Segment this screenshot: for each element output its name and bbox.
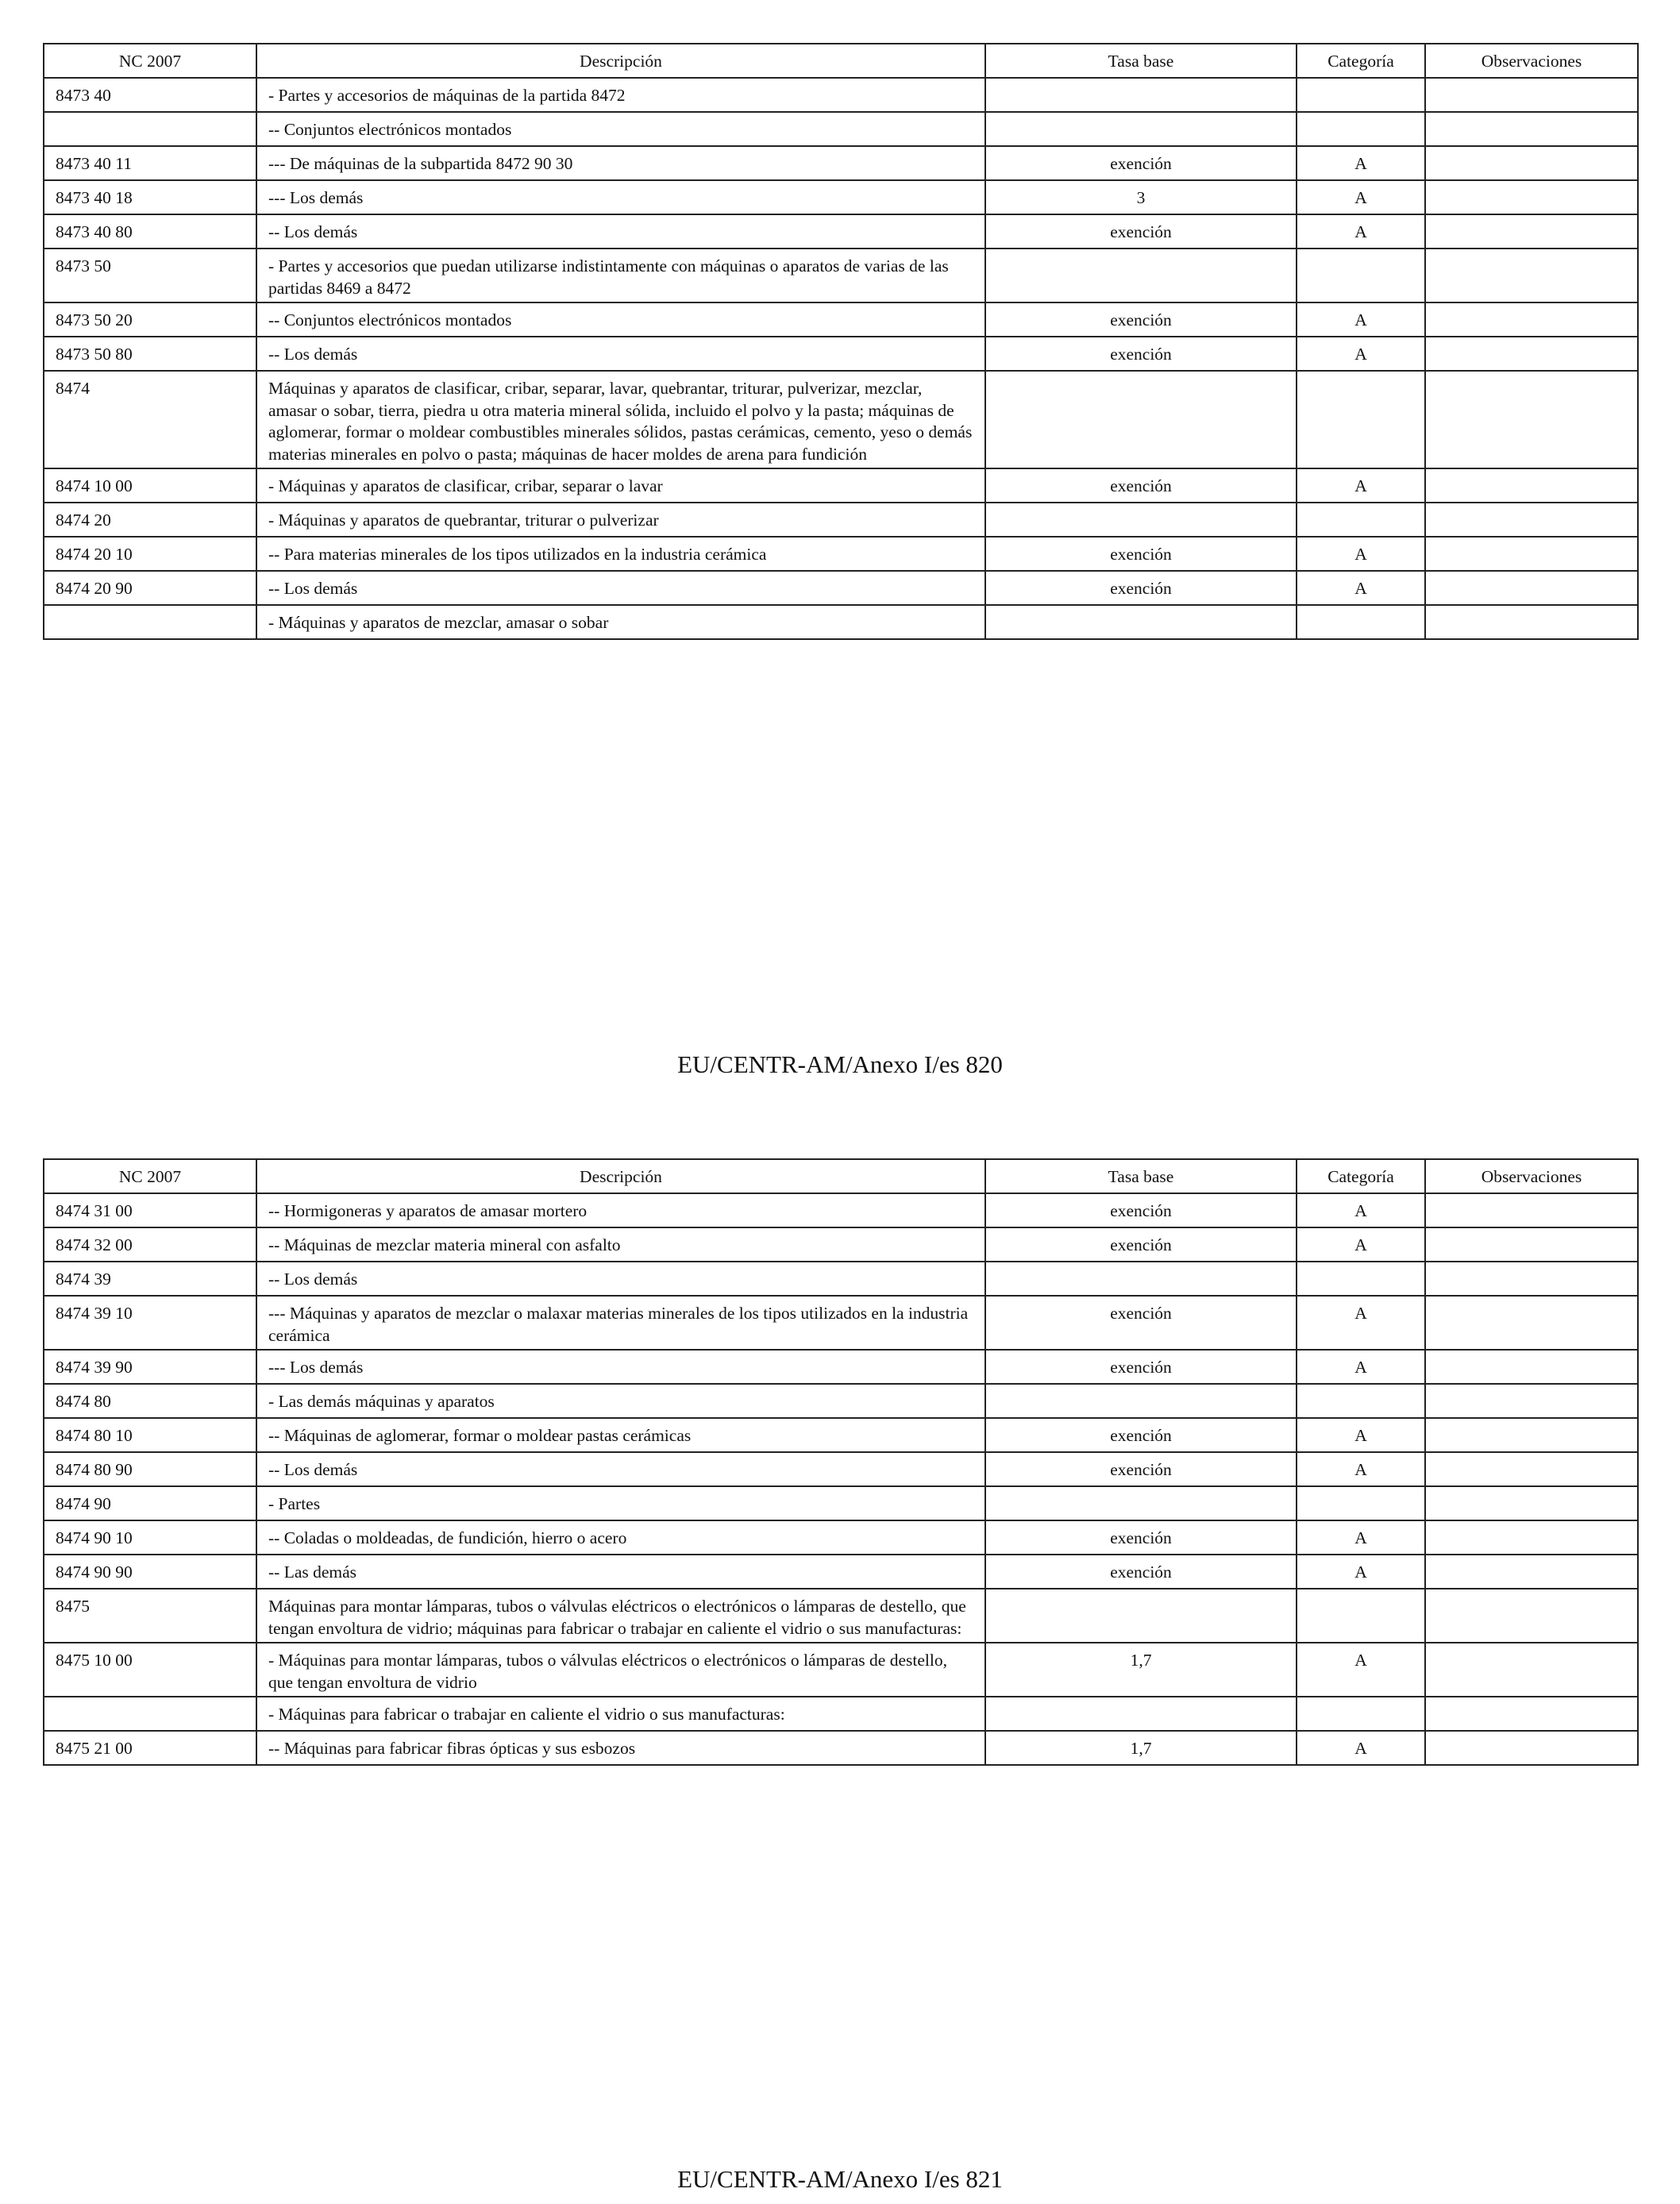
base-rate-cell bbox=[985, 371, 1297, 468]
description-cell: Máquinas para montar lámparas, tubos o válvulas eléctricos o electrónicos o lámparas de destello, que tengan envoltura de vidrio; máquinas para fabricar o trabajar en caliente el vidrio o sus manufacturas: bbox=[256, 1589, 985, 1643]
observations-cell bbox=[1425, 468, 1638, 503]
table-row bbox=[44, 371, 1638, 468]
header-base-rate: Tasa base bbox=[985, 1159, 1297, 1193]
base-rate-cell: exención bbox=[985, 1555, 1297, 1589]
category-cell: A bbox=[1297, 337, 1425, 371]
nc-code-cell bbox=[44, 605, 256, 639]
category-cell: A bbox=[1297, 180, 1425, 214]
base-rate-cell: exención bbox=[985, 146, 1297, 180]
table-row bbox=[44, 1193, 1638, 1227]
nc-code-cell: 8474 80 90 bbox=[44, 1452, 256, 1486]
table-header-row bbox=[44, 44, 1638, 78]
table-row bbox=[44, 1555, 1638, 1589]
description-cell: -- Los demás bbox=[256, 571, 985, 605]
nc-code-cell bbox=[44, 112, 256, 146]
observations-cell bbox=[1425, 1418, 1638, 1452]
nc-code-cell: 8473 40 bbox=[44, 78, 256, 112]
base-rate-cell: exención bbox=[985, 337, 1297, 371]
category-cell: A bbox=[1297, 146, 1425, 180]
observations-cell bbox=[1425, 1697, 1638, 1731]
description-cell: -- Conjuntos electrónicos montados bbox=[256, 302, 985, 337]
category-cell: A bbox=[1297, 1227, 1425, 1262]
nc-code-cell: 8474 90 90 bbox=[44, 1555, 256, 1589]
table-row bbox=[44, 1296, 1638, 1350]
description-cell: - Las demás máquinas y aparatos bbox=[256, 1384, 985, 1418]
base-rate-cell: 1,7 bbox=[985, 1731, 1297, 1765]
category-cell bbox=[1297, 78, 1425, 112]
nc-code-cell: 8474 10 00 bbox=[44, 468, 256, 503]
category-cell bbox=[1297, 1486, 1425, 1520]
observations-cell bbox=[1425, 605, 1638, 639]
base-rate-cell: exención bbox=[985, 537, 1297, 571]
description-cell: -- Máquinas de mezclar materia mineral con asfalto bbox=[256, 1227, 985, 1262]
table-row bbox=[44, 1697, 1638, 1731]
header-description: Descripción bbox=[256, 44, 985, 78]
description-cell: -- Conjuntos electrónicos montados bbox=[256, 112, 985, 146]
table-row bbox=[44, 112, 1638, 146]
nc-code-cell: 8475 bbox=[44, 1589, 256, 1643]
category-cell bbox=[1297, 112, 1425, 146]
observations-cell bbox=[1425, 1262, 1638, 1296]
tariff-table-page-821 bbox=[43, 1158, 1639, 1766]
observations-cell bbox=[1425, 1296, 1638, 1350]
table-body bbox=[44, 78, 1638, 639]
category-cell: A bbox=[1297, 1296, 1425, 1350]
header-nc-2007: NC 2007 bbox=[44, 1159, 256, 1193]
category-cell bbox=[1297, 1589, 1425, 1643]
description-cell: - Máquinas para fabricar o trabajar en caliente el vidrio o sus manufacturas: bbox=[256, 1697, 985, 1731]
description-cell: -- Los demás bbox=[256, 1262, 985, 1296]
nc-code-cell bbox=[44, 1697, 256, 1731]
base-rate-cell bbox=[985, 503, 1297, 537]
category-cell: A bbox=[1297, 214, 1425, 249]
table-row bbox=[44, 1384, 1638, 1418]
observations-cell bbox=[1425, 302, 1638, 337]
category-cell bbox=[1297, 1262, 1425, 1296]
description-cell: -- Hormigoneras y aparatos de amasar mortero bbox=[256, 1193, 985, 1227]
nc-code-cell: 8474 80 10 bbox=[44, 1418, 256, 1452]
table-row bbox=[44, 1486, 1638, 1520]
table-row bbox=[44, 302, 1638, 337]
description-cell: - Partes bbox=[256, 1486, 985, 1520]
description-cell: Máquinas y aparatos de clasificar, cribar, separar, lavar, quebrantar, triturar, pulverizar, mezclar, amasar o sobar, tierra, piedra u otra materia mineral sólida, incluido el polvo y la pasta; máquinas de aglomerar, formar o moldear combustibles minerales sólidos, pastas cerámicas, cemento, yeso o demás materias minerales en polvo o pasta; máquinas de hacer moldes de arena para fundición bbox=[256, 371, 985, 468]
category-cell: A bbox=[1297, 1520, 1425, 1555]
category-cell bbox=[1297, 1697, 1425, 1731]
base-rate-cell: exención bbox=[985, 214, 1297, 249]
category-cell: A bbox=[1297, 1452, 1425, 1486]
base-rate-cell bbox=[985, 1589, 1297, 1643]
table-row bbox=[44, 1589, 1638, 1643]
description-cell: --- Los demás bbox=[256, 180, 985, 214]
observations-cell bbox=[1425, 1731, 1638, 1765]
base-rate-cell: 3 bbox=[985, 180, 1297, 214]
category-cell bbox=[1297, 605, 1425, 639]
observations-cell bbox=[1425, 1643, 1638, 1697]
nc-code-cell: 8474 80 bbox=[44, 1384, 256, 1418]
category-cell bbox=[1297, 1384, 1425, 1418]
category-cell: A bbox=[1297, 571, 1425, 605]
nc-code-cell: 8473 40 11 bbox=[44, 146, 256, 180]
table-body bbox=[44, 1193, 1638, 1765]
header-observations: Observaciones bbox=[1425, 44, 1638, 78]
table-row bbox=[44, 146, 1638, 180]
description-cell: - Máquinas y aparatos de quebrantar, triturar o pulverizar bbox=[256, 503, 985, 537]
observations-cell bbox=[1425, 1193, 1638, 1227]
description-cell: - Partes y accesorios que puedan utilizarse indistintamente con máquinas o aparatos de varias de las partidas 8469 a 8472 bbox=[256, 249, 985, 302]
description-cell: - Máquinas para montar lámparas, tubos o válvulas eléctricos o electrónicos o lámparas de destello, que tengan envoltura de vidrio bbox=[256, 1643, 985, 1697]
description-cell: -- Las demás bbox=[256, 1555, 985, 1589]
table-row bbox=[44, 1350, 1638, 1384]
category-cell: A bbox=[1297, 1350, 1425, 1384]
category-cell: A bbox=[1297, 468, 1425, 503]
description-cell: -- Para materias minerales de los tipos utilizados en la industria cerámica bbox=[256, 537, 985, 571]
table-row bbox=[44, 1262, 1638, 1296]
observations-cell bbox=[1425, 249, 1638, 302]
header-nc-2007: NC 2007 bbox=[44, 44, 256, 78]
table-row bbox=[44, 180, 1638, 214]
category-cell: A bbox=[1297, 1731, 1425, 1765]
nc-code-cell: 8473 50 20 bbox=[44, 302, 256, 337]
base-rate-cell: exención bbox=[985, 468, 1297, 503]
description-cell: --- De máquinas de la subpartida 8472 90 30 bbox=[256, 146, 985, 180]
observations-cell bbox=[1425, 371, 1638, 468]
table-row bbox=[44, 468, 1638, 503]
base-rate-cell: exención bbox=[985, 1520, 1297, 1555]
base-rate-cell: exención bbox=[985, 1452, 1297, 1486]
observations-cell bbox=[1425, 571, 1638, 605]
observations-cell bbox=[1425, 180, 1638, 214]
base-rate-cell: exención bbox=[985, 1193, 1297, 1227]
nc-code-cell: 8473 50 bbox=[44, 249, 256, 302]
category-cell bbox=[1297, 371, 1425, 468]
base-rate-cell: exención bbox=[985, 1350, 1297, 1384]
nc-code-cell: 8473 40 18 bbox=[44, 180, 256, 214]
page-footer-820: EU/CENTR-AM/Anexo I/es 820 bbox=[677, 1050, 1003, 1078]
observations-cell bbox=[1425, 1350, 1638, 1384]
category-cell: A bbox=[1297, 1643, 1425, 1697]
nc-code-cell: 8474 20 10 bbox=[44, 537, 256, 571]
base-rate-cell bbox=[985, 605, 1297, 639]
table-row bbox=[44, 337, 1638, 371]
observations-cell bbox=[1425, 1520, 1638, 1555]
observations-cell bbox=[1425, 537, 1638, 571]
base-rate-cell: exención bbox=[985, 1227, 1297, 1262]
nc-code-cell: 8474 20 90 bbox=[44, 571, 256, 605]
table-row bbox=[44, 1452, 1638, 1486]
category-cell: A bbox=[1297, 537, 1425, 571]
description-cell: -- Máquinas de aglomerar, formar o moldear pastas cerámicas bbox=[256, 1418, 985, 1452]
header-category: Categoría bbox=[1297, 44, 1425, 78]
nc-code-cell: 8474 39 90 bbox=[44, 1350, 256, 1384]
description-cell: --- Máquinas y aparatos de mezclar o malaxar materias minerales de los tipos utilizados en la industria cerámica bbox=[256, 1296, 985, 1350]
nc-code-cell: 8474 90 bbox=[44, 1486, 256, 1520]
table-row bbox=[44, 1520, 1638, 1555]
observations-cell bbox=[1425, 1452, 1638, 1486]
observations-cell bbox=[1425, 1227, 1638, 1262]
observations-cell bbox=[1425, 1384, 1638, 1418]
nc-code-cell: 8475 10 00 bbox=[44, 1643, 256, 1697]
table-row bbox=[44, 1643, 1638, 1697]
description-cell: -- Los demás bbox=[256, 1452, 985, 1486]
nc-code-cell: 8474 90 10 bbox=[44, 1520, 256, 1555]
description-cell: - Máquinas y aparatos de clasificar, cribar, separar o lavar bbox=[256, 468, 985, 503]
nc-code-cell: 8473 40 80 bbox=[44, 214, 256, 249]
nc-code-cell: 8473 50 80 bbox=[44, 337, 256, 371]
table-header-row bbox=[44, 1159, 1638, 1193]
nc-code-cell: 8474 39 10 bbox=[44, 1296, 256, 1350]
observations-cell bbox=[1425, 1589, 1638, 1643]
table-row bbox=[44, 1731, 1638, 1765]
table-row bbox=[44, 571, 1638, 605]
base-rate-cell: exención bbox=[985, 302, 1297, 337]
table-row bbox=[44, 249, 1638, 302]
base-rate-cell bbox=[985, 112, 1297, 146]
observations-cell bbox=[1425, 214, 1638, 249]
header-description: Descripción bbox=[256, 1159, 985, 1193]
header-observations: Observaciones bbox=[1425, 1159, 1638, 1193]
page-footer-821: EU/CENTR-AM/Anexo I/es 821 bbox=[677, 2165, 1003, 2193]
description-cell: - Máquinas y aparatos de mezclar, amasar o sobar bbox=[256, 605, 985, 639]
description-cell: - Partes y accesorios de máquinas de la partida 8472 bbox=[256, 78, 985, 112]
category-cell bbox=[1297, 249, 1425, 302]
description-cell: -- Máquinas para fabricar fibras ópticas y sus esbozos bbox=[256, 1731, 985, 1765]
table-row bbox=[44, 537, 1638, 571]
header-category: Categoría bbox=[1297, 1159, 1425, 1193]
table-row bbox=[44, 1418, 1638, 1452]
nc-code-cell: 8474 bbox=[44, 371, 256, 468]
category-cell: A bbox=[1297, 1193, 1425, 1227]
nc-code-cell: 8474 31 00 bbox=[44, 1193, 256, 1227]
base-rate-cell bbox=[985, 1262, 1297, 1296]
base-rate-cell bbox=[985, 249, 1297, 302]
category-cell: A bbox=[1297, 1555, 1425, 1589]
observations-cell bbox=[1425, 146, 1638, 180]
base-rate-cell bbox=[985, 78, 1297, 112]
observations-cell bbox=[1425, 503, 1638, 537]
nc-code-cell: 8474 32 00 bbox=[44, 1227, 256, 1262]
tariff-table-page-820 bbox=[43, 43, 1639, 640]
base-rate-cell bbox=[985, 1486, 1297, 1520]
description-cell: --- Los demás bbox=[256, 1350, 985, 1384]
category-cell bbox=[1297, 503, 1425, 537]
table-row bbox=[44, 1227, 1638, 1262]
nc-code-cell: 8474 20 bbox=[44, 503, 256, 537]
base-rate-cell bbox=[985, 1384, 1297, 1418]
nc-code-cell: 8475 21 00 bbox=[44, 1731, 256, 1765]
table-row bbox=[44, 78, 1638, 112]
table-row bbox=[44, 214, 1638, 249]
observations-cell bbox=[1425, 1486, 1638, 1520]
description-cell: -- Los demás bbox=[256, 214, 985, 249]
base-rate-cell: exención bbox=[985, 571, 1297, 605]
nc-code-cell: 8474 39 bbox=[44, 1262, 256, 1296]
description-cell: -- Coladas o moldeadas, de fundición, hierro o acero bbox=[256, 1520, 985, 1555]
base-rate-cell bbox=[985, 1697, 1297, 1731]
header-base-rate: Tasa base bbox=[985, 44, 1297, 78]
table-row bbox=[44, 605, 1638, 639]
observations-cell bbox=[1425, 78, 1638, 112]
base-rate-cell: exención bbox=[985, 1296, 1297, 1350]
category-cell: A bbox=[1297, 1418, 1425, 1452]
table-row bbox=[44, 503, 1638, 537]
category-cell: A bbox=[1297, 302, 1425, 337]
base-rate-cell: 1,7 bbox=[985, 1643, 1297, 1697]
observations-cell bbox=[1425, 112, 1638, 146]
description-cell: -- Los demás bbox=[256, 337, 985, 371]
base-rate-cell: exención bbox=[985, 1418, 1297, 1452]
observations-cell bbox=[1425, 337, 1638, 371]
observations-cell bbox=[1425, 1555, 1638, 1589]
